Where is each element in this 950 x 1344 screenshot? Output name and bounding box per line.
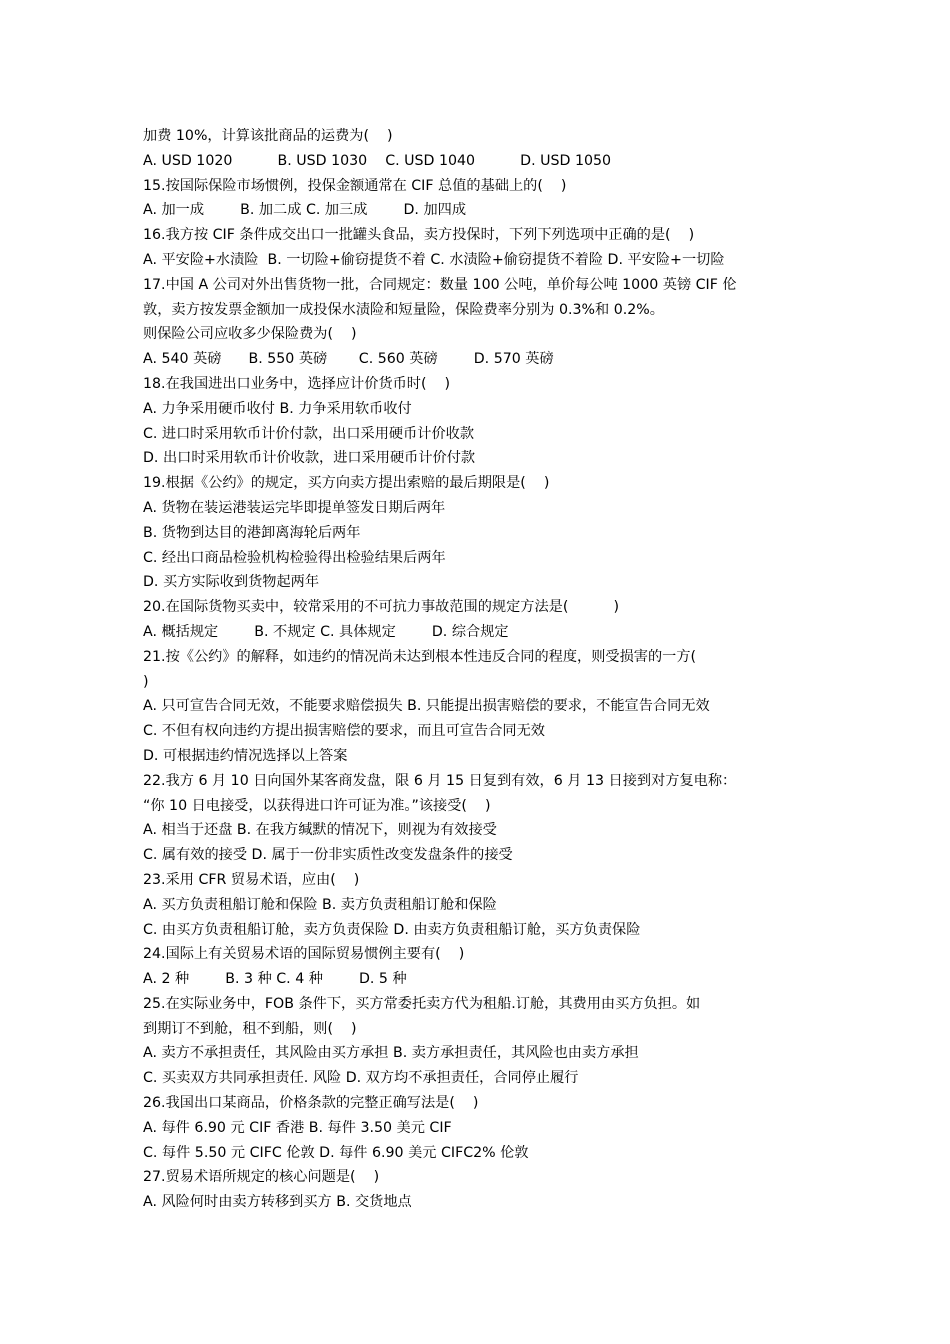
text-line: C. 属有效的接受 D. 属于一份非实质性改变发盘条件的接受 (143, 847, 513, 864)
question-22: 22.我方 6 月 10 日向国外某客商发盘，限 6 月 15 日复到有效，6 月 13 日接到对方复电称： (143, 772, 737, 789)
text-line: C. 进口时采用软币计价付款，出口采用硬币计价收款 (143, 425, 475, 442)
text-line: D. 可根据违约情况选择以上答案 (143, 747, 348, 764)
question-18: 18.在我国进出口业务中，选择应计价货币时( ) (143, 375, 451, 392)
text-line: A. 货物在装运港装运完毕即提单签发日期后两年 (143, 499, 446, 516)
question-24: 24.国际上有关贸易术语的国际贸易惯例主要有( ) (143, 946, 465, 963)
question-26: 26.我国出口某商品，价格条款的完整正确写法是( ) (143, 1095, 479, 1112)
text-line: A. 相当于还盘 B. 在我方缄默的情况下，则视为有效接受 (143, 822, 497, 839)
question-23: 23.采用 CFR 贸易术语，应由( ) (143, 871, 360, 888)
question-15: 15.按国际保险市场惯例，投保金额通常在 CIF 总值的基础上的( ) (143, 177, 567, 194)
text-line: A. 加一成 B. 加二成 C. 加三成 D. 加四成 (143, 202, 467, 219)
text-line: A. 概括规定 B. 不规定 C. 具体规定 D. 综合规定 (143, 623, 509, 640)
text-line: A. 只可宣告合同无效，不能要求赔偿损失 B. 只能提出损害赔偿的要求，不能宣告合同无效 (143, 698, 710, 715)
text-line: 到期订不到舱，租不到船，则( ) (143, 1020, 357, 1037)
text-line: C. 经出口商品检验机构检验得出检验结果后两年 (143, 549, 446, 566)
text-line: D. 出口时采用软币计价收款，进口采用硬币计价付款 (143, 450, 476, 467)
question-27: 27.贸易术语所规定的核心问题是( ) (143, 1169, 380, 1186)
text-line: A. 540 英磅 B. 550 英磅 C. 560 英磅 D. 570 英磅 (143, 351, 554, 368)
text-line: A. 2 种 B. 3 种 C. 4 种 D. 5 种 (143, 971, 407, 988)
text-line: A. 平安险+水渍险 B. 一切险+偷窃提货不着 C. 水渍险+偷窃提货不着险 D. 平安险+一切险 (143, 251, 725, 268)
text-line: D. 买方实际收到货物起两年 (143, 574, 320, 591)
text-line: A. 买方负责租船订舱和保险 B. 卖方负责租船订舱和保险 (143, 896, 497, 913)
text-line: A. 每件 6.90 元 CIF 香港 B. 每件 3.50 美元 CIF (143, 1119, 452, 1136)
text-line: B. 货物到达目的港卸离海轮后两年 (143, 524, 361, 541)
question-20: 20.在国际货物买卖中，较常采用的不可抗力事故范围的规定方法是( ) (143, 599, 619, 616)
text-line: “你 10 日电接受，以获得进口许可证为准。”该接受( ) (143, 797, 491, 814)
question-19: 19.根据《公约》的规定，买方向卖方提出索赔的最后期限是( ) (143, 475, 550, 492)
text-line: A. USD 1020 B. USD 1030 C. USD 1040 D. USD 1050 (143, 152, 612, 169)
text-line: C. 买卖双方共同承担责任. 风险 D. 双方均不承担责任，合同停止履行 (143, 1070, 579, 1087)
question-21: 21.按《公约》的解释，如违约的情况尚未达到根本性违反合同的程度，则受损害的一方( (143, 648, 697, 665)
question-25: 25.在实际业务中，FOB 条件下，买方常委托卖方代为租船.订舱，其费用由买方负担。如 (143, 995, 701, 1012)
document-page (143, 124, 815, 1215)
text-line: ) (143, 673, 149, 690)
text-line: A. 力争采用硬币收付 B. 力争采用软币收付 (143, 400, 412, 417)
text-line: A. 卖方不承担责任，其风险由买方承担 B. 卖方承担责任，其风险也由卖方承担 (143, 1045, 639, 1062)
text-line: 敦，卖方按发票金额加一成投保水渍险和短量险，保险费率分别为 0.3%和 0.2%。 (143, 301, 664, 318)
question-17: 17.中国 A 公司对外出售货物一批，合同规定：数量 100 公吨，单价每公吨 1000 英镑 CIF 伦 (143, 276, 737, 293)
question-16: 16.我方按 CIF 条件成交出口一批罐头食品，卖方投保时，下列下列选项中正确的是( ) (143, 227, 695, 244)
text-line: A. 风险何时由卖方转移到买方 B. 交货地点 (143, 1194, 412, 1211)
text-line: C. 每件 5.50 元 CIFC 伦敦 D. 每件 6.90 美元 CIFC2% 伦敦 (143, 1144, 529, 1161)
text-line: 则保险公司应收多少保险费为( ) (143, 326, 357, 343)
text-line: C. 由买方负责租船订舱，卖方负责保险 D. 由卖方负责租船订舱，买方负责保险 (143, 921, 641, 938)
text-line: C. 不但有权向违约方提出损害赔偿的要求，而且可宣告合同无效 (143, 723, 545, 740)
text-line: 加费 10%，计算该批商品的运费为( ) (143, 128, 393, 144)
